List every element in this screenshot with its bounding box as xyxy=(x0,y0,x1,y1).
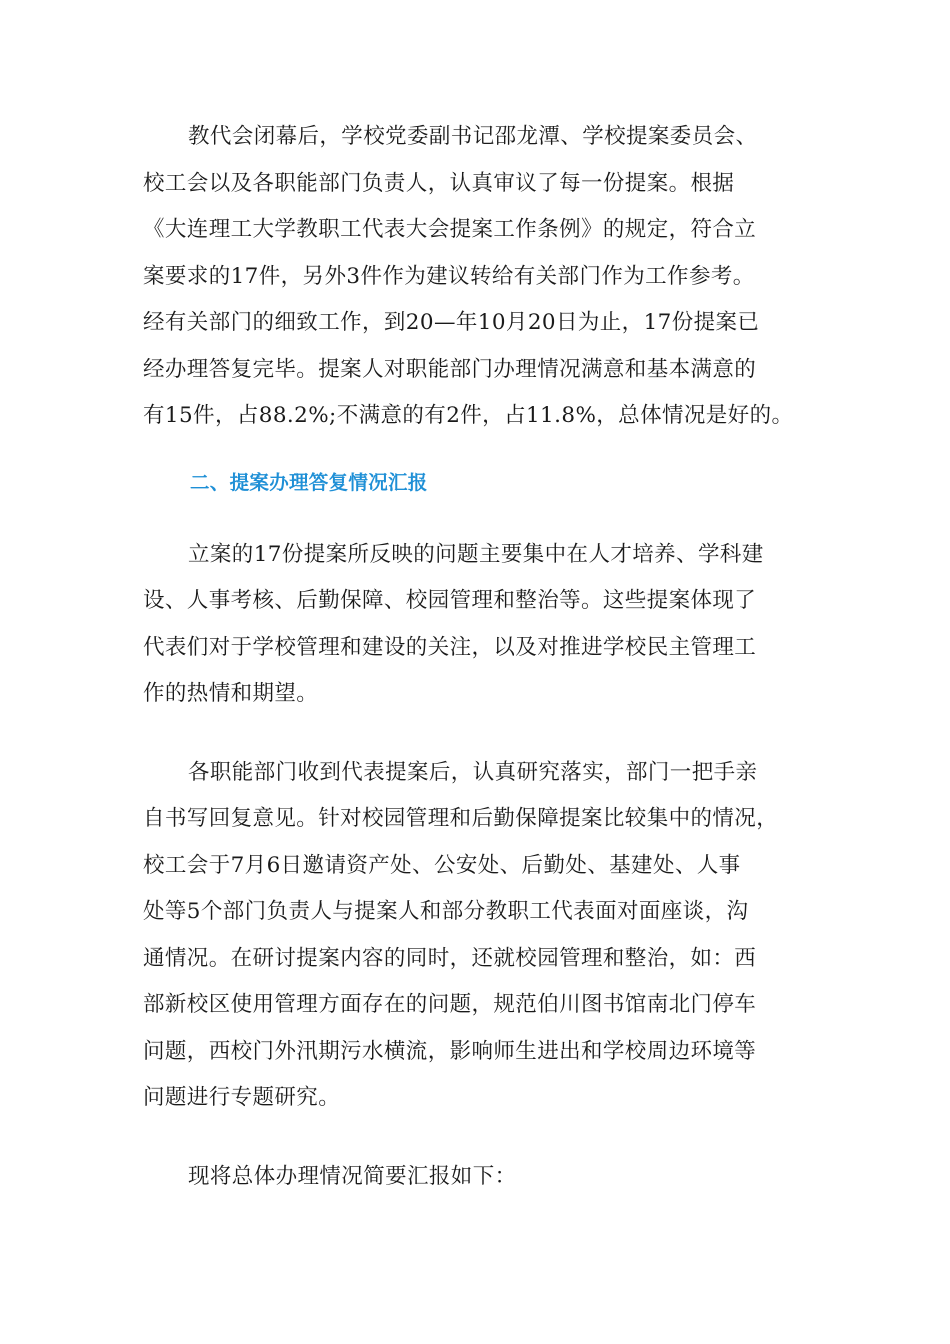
paragraph-summary-intro xyxy=(143,1154,809,1201)
text-line: 有15件，占88.2%;不满意的有2件，占11.8%，总体情况是好的。 xyxy=(143,403,794,428)
paragraph-department-response xyxy=(143,750,809,1122)
text-line: 校工会于7月6日邀请资产处、公安处、后勤处、基建处、人事 xyxy=(143,852,741,878)
text-line: 经办理答复完毕。提案人对职能部门办理情况满意和基本满意的 xyxy=(143,356,757,382)
text-line: 《大连理工大学教职工代表大会提案工作条例》的规定，符合立 xyxy=(143,217,757,242)
text-line: 代表们对于学校管理和建设的关注，以及对推进学校民主管理工 xyxy=(143,634,757,660)
document-page xyxy=(143,114,809,1200)
text-line: 处等5个部门负责人与提案人和部分教职工代表面对面座谈，沟 xyxy=(143,899,749,924)
text-line: 经有关部门的细致工作，到20—年10月20日为止，17份提案已 xyxy=(143,310,760,335)
text-line: 立案的17份提案所反映的问题主要集中在人才培养、学科建 xyxy=(188,541,764,567)
text-line: 问题进行专题研究。 xyxy=(143,1085,341,1110)
text-line: 作的热情和期望。 xyxy=(143,681,319,706)
text-line: 案要求的17件，另外3件作为建议转给有关部门作为工作参考。 xyxy=(143,263,755,289)
text-line: 问题，西校门外汛期污水横流，影响师生进出和学校周边环境等 xyxy=(143,1038,757,1064)
text-line: 现将总体办理情况简要汇报如下： xyxy=(188,1163,517,1189)
section-heading: 二、提案办理答复情况汇报 xyxy=(190,470,428,494)
text-line: 设、人事考核、后勤保障、校园管理和整治等。这些提案体现了 xyxy=(143,588,757,613)
text-line: 部新校区使用管理方面存在的问题，规范伯川图书馆南北门停车 xyxy=(143,992,757,1017)
text-line: 通情况。在研讨提案内容的同时，还就校园管理和整治，如：西 xyxy=(143,945,757,971)
text-line: 自书写回复意见。针对校园管理和后勤保障提案比较集中的情况， xyxy=(143,806,779,831)
text-line: 校工会以及各职能部门负责人，认真审议了每一份提案。根据 xyxy=(143,170,735,196)
paragraph-issues-focus xyxy=(143,532,809,718)
text-line: 各职能部门收到代表提案后，认真研究落实，部门一把手亲 xyxy=(188,759,758,785)
text-line: 教代会闭幕后，学校党委副书记邵龙潭、学校提案委员会、 xyxy=(188,124,758,149)
paragraph-review-summary xyxy=(143,114,809,440)
